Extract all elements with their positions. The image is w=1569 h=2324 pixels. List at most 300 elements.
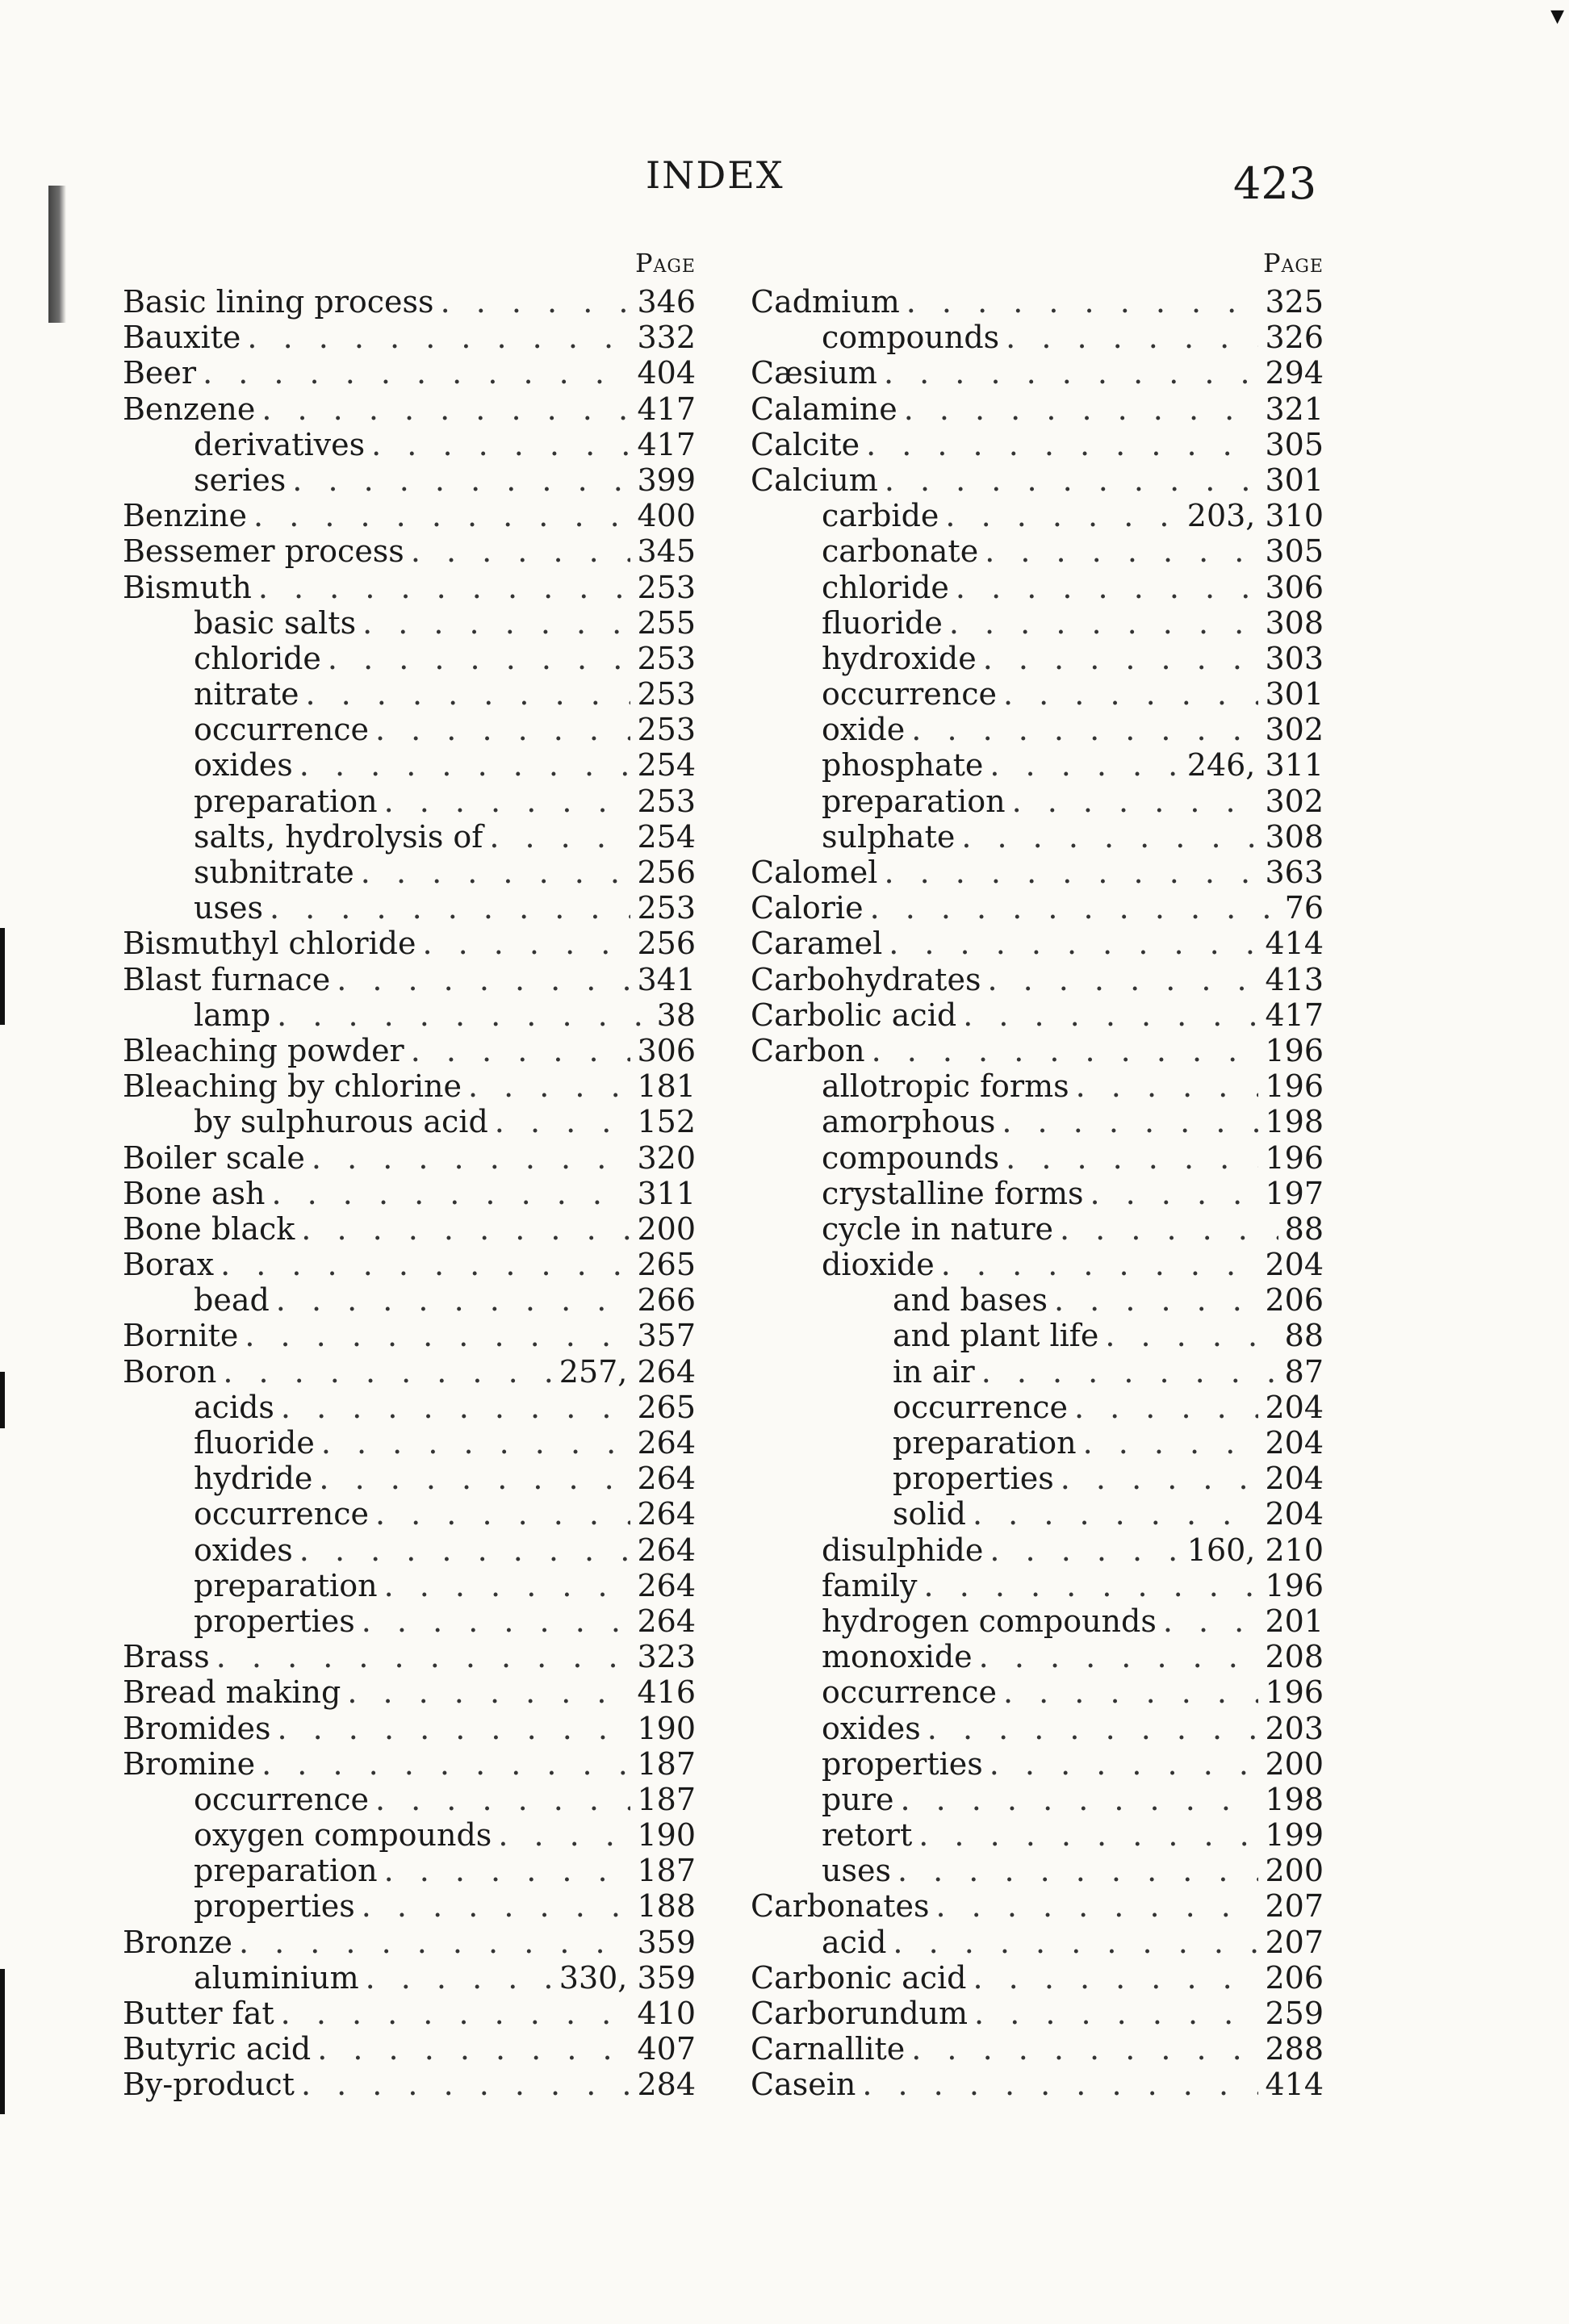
dot-leader bbox=[321, 1425, 631, 1461]
index-entry bbox=[123, 1711, 696, 1746]
index-term: crystalline forms bbox=[822, 1175, 1084, 1211]
index-entries-left bbox=[123, 284, 696, 2103]
index-page-ref: 253 bbox=[637, 712, 696, 748]
index-entry bbox=[123, 284, 696, 320]
dot-leader bbox=[495, 1104, 631, 1139]
index-term: oxygen compounds bbox=[194, 1817, 492, 1854]
index-entry bbox=[751, 1318, 1324, 1353]
index-page-ref: 200 bbox=[1265, 1853, 1324, 1889]
index-page-ref: 196 bbox=[1265, 1139, 1324, 1176]
index-page-ref: 254 bbox=[637, 747, 696, 784]
index-entry bbox=[751, 1282, 1324, 1318]
index-page-ref: 325 bbox=[1265, 284, 1324, 320]
index-term: Carbohydrates bbox=[751, 961, 981, 997]
index-page-ref: 321 bbox=[1265, 391, 1324, 427]
index-term: compounds bbox=[822, 320, 1000, 356]
index-page-ref: 200 bbox=[1265, 1745, 1324, 1782]
page-column-label: Page bbox=[1262, 248, 1324, 278]
index-term: fluoride bbox=[822, 604, 943, 641]
corner-arrow-icon: ▼ bbox=[1550, 6, 1564, 27]
dot-leader bbox=[299, 1532, 631, 1568]
index-entry bbox=[123, 926, 696, 961]
index-entry bbox=[123, 462, 696, 498]
index-page-ref: 87 bbox=[1284, 1353, 1324, 1390]
dot-leader bbox=[262, 391, 630, 427]
index-term: Calorie bbox=[751, 890, 864, 926]
index-term: amorphous bbox=[822, 1104, 996, 1140]
index-page-ref: 204 bbox=[1265, 1247, 1324, 1283]
index-entry bbox=[751, 1782, 1324, 1817]
dot-leader bbox=[498, 1817, 630, 1853]
index-entry bbox=[123, 1853, 696, 1888]
index-page-ref: 266 bbox=[637, 1282, 696, 1319]
index-term: Bornite bbox=[123, 1318, 239, 1354]
dot-leader bbox=[911, 2031, 1258, 2067]
index-page-ref: 204 bbox=[1265, 1461, 1324, 1497]
index-term: Bessemer process bbox=[123, 533, 404, 570]
index-term: uses bbox=[822, 1853, 891, 1889]
dot-leader bbox=[979, 1639, 1259, 1674]
index-page-ref: 357 bbox=[637, 1318, 696, 1354]
index-term: oxides bbox=[822, 1710, 921, 1746]
dot-leader bbox=[945, 498, 1180, 533]
dot-leader bbox=[347, 1674, 630, 1710]
dot-leader bbox=[375, 1782, 630, 1817]
index-page-ref: 308 bbox=[1265, 818, 1324, 855]
page-header bbox=[0, 153, 1569, 210]
page-edge-line bbox=[0, 928, 5, 1025]
index-term: oxides bbox=[194, 1532, 293, 1568]
index-term: Bismuth bbox=[123, 569, 252, 605]
index-term: Carborundum bbox=[751, 1996, 969, 2031]
index-term: Bread making bbox=[123, 1674, 341, 1711]
index-term: occurrence bbox=[194, 1781, 369, 1817]
index-term: basic salts bbox=[194, 604, 357, 641]
index-page-ref: 326 bbox=[1265, 320, 1324, 356]
index-entry bbox=[751, 962, 1324, 997]
index-term: Bone black bbox=[123, 1210, 295, 1247]
index-entry bbox=[123, 2067, 696, 2102]
index-entry bbox=[123, 1960, 696, 1996]
index-term: solid bbox=[893, 1496, 967, 1532]
index-column-right bbox=[751, 242, 1324, 2103]
dot-leader bbox=[1002, 1104, 1258, 1139]
index-entry bbox=[751, 1140, 1324, 1176]
dot-leader bbox=[973, 1496, 1258, 1532]
index-page-ref: 187 bbox=[637, 1853, 696, 1889]
index-entry bbox=[751, 855, 1324, 890]
page-column-label: Page bbox=[634, 248, 696, 278]
dot-leader bbox=[375, 1496, 630, 1532]
index-page-ref: 288 bbox=[1265, 2031, 1324, 2067]
dot-leader bbox=[375, 712, 630, 747]
index-entry bbox=[751, 320, 1324, 355]
index-entry bbox=[751, 676, 1324, 712]
index-term: occurrence bbox=[194, 712, 369, 748]
dot-leader bbox=[292, 462, 630, 498]
index-entry bbox=[751, 1996, 1324, 2031]
index-term: dioxide bbox=[822, 1247, 935, 1283]
index-term: Carnallite bbox=[751, 2031, 906, 2067]
dot-leader bbox=[983, 641, 1259, 676]
index-term: allotropic forms bbox=[822, 1068, 1069, 1105]
index-page-ref: 196 bbox=[1265, 1032, 1324, 1068]
index-page-ref: 255 bbox=[637, 604, 696, 641]
index-term: derivatives bbox=[194, 426, 366, 462]
index-entry bbox=[123, 605, 696, 641]
dot-leader bbox=[884, 355, 1259, 391]
dot-leader bbox=[317, 2031, 630, 2067]
index-page-ref: 254 bbox=[637, 818, 696, 855]
index-entry bbox=[123, 1104, 696, 1139]
dot-leader bbox=[1061, 1461, 1259, 1496]
index-term: occurrence bbox=[822, 676, 997, 713]
index-page-ref: 265 bbox=[637, 1389, 696, 1425]
dot-leader bbox=[911, 712, 1258, 747]
dot-leader bbox=[889, 926, 1258, 961]
dot-leader bbox=[362, 1888, 631, 1924]
dot-leader bbox=[384, 1853, 631, 1888]
index-page-ref: 253 bbox=[637, 640, 696, 676]
index-page-ref: 320 bbox=[637, 1139, 696, 1176]
index-term: Cæsium bbox=[751, 355, 877, 391]
dot-leader bbox=[893, 1925, 1258, 1960]
index-term: Cadmium bbox=[751, 284, 900, 320]
index-term: and bases bbox=[893, 1282, 1048, 1319]
index-entry bbox=[751, 533, 1324, 569]
index-page-ref: 306 bbox=[1265, 569, 1324, 605]
index-term: By-product bbox=[123, 2067, 295, 2103]
dot-leader bbox=[277, 1711, 630, 1746]
index-page-ref: 253 bbox=[637, 569, 696, 605]
index-entry bbox=[751, 284, 1324, 320]
index-entry bbox=[751, 1033, 1324, 1068]
index-page-ref: 204 bbox=[1265, 1425, 1324, 1461]
page-number: 423 bbox=[1233, 158, 1317, 209]
dot-leader bbox=[884, 855, 1258, 890]
dot-leader bbox=[411, 533, 631, 569]
index-page-ref: 264 bbox=[637, 1496, 696, 1532]
index-entry bbox=[751, 1568, 1324, 1603]
index-term: preparation bbox=[822, 783, 1006, 819]
index-term: Carbolic acid bbox=[751, 997, 957, 1033]
dot-leader bbox=[384, 1568, 631, 1603]
index-term: properties bbox=[194, 1603, 355, 1639]
index-entries-right bbox=[751, 284, 1324, 2103]
dot-leader bbox=[312, 1140, 631, 1176]
index-entry bbox=[123, 855, 696, 890]
index-term: occurrence bbox=[893, 1389, 1068, 1425]
dot-leader bbox=[270, 890, 631, 926]
index-entry bbox=[751, 391, 1324, 427]
index-entry bbox=[751, 1211, 1324, 1247]
index-entry bbox=[751, 498, 1324, 533]
dot-leader bbox=[422, 926, 630, 961]
dot-leader bbox=[1003, 1674, 1258, 1710]
index-entry bbox=[123, 1568, 696, 1603]
index-page-ref: 206 bbox=[1265, 1959, 1324, 1996]
index-page-ref: 400 bbox=[637, 498, 696, 534]
page-edge-line bbox=[0, 1372, 5, 1428]
index-term: carbonate bbox=[822, 533, 979, 570]
dot-leader bbox=[299, 747, 631, 783]
dot-leader bbox=[1163, 1603, 1259, 1639]
dot-leader bbox=[981, 1354, 1278, 1390]
index-term: nitrate bbox=[194, 676, 299, 713]
index-page-ref: 206 bbox=[1265, 1282, 1324, 1319]
index-term: Borax bbox=[123, 1247, 215, 1283]
dot-leader bbox=[281, 1996, 631, 2031]
index-term: Calcite bbox=[751, 426, 860, 462]
index-page-ref: 323 bbox=[637, 1639, 696, 1675]
index-term: hydroxide bbox=[822, 640, 977, 676]
index-term: Brass bbox=[123, 1639, 210, 1675]
index-term: Butyric acid bbox=[123, 2031, 312, 2067]
index-page-ref: 305 bbox=[1265, 426, 1324, 462]
index-entry bbox=[751, 1888, 1324, 1924]
index-page-ref: 257, 264 bbox=[559, 1353, 696, 1390]
dot-leader bbox=[985, 533, 1258, 569]
dot-leader bbox=[281, 1390, 631, 1425]
index-entry bbox=[123, 1176, 696, 1211]
index-entry bbox=[123, 570, 696, 605]
index-entry bbox=[751, 1354, 1324, 1390]
dot-leader bbox=[1006, 1140, 1258, 1176]
index-entry bbox=[751, 1746, 1324, 1782]
dot-leader bbox=[220, 1247, 630, 1282]
index-column-left bbox=[123, 242, 696, 2103]
index-term: fluoride bbox=[194, 1425, 315, 1461]
index-entry bbox=[123, 819, 696, 855]
index-page-ref: 264 bbox=[637, 1603, 696, 1639]
dot-leader bbox=[271, 1176, 630, 1211]
dot-leader bbox=[974, 1996, 1258, 2031]
index-page-ref: 253 bbox=[637, 783, 696, 819]
index-page-ref: 203 bbox=[1265, 1710, 1324, 1746]
dot-leader bbox=[366, 1960, 553, 1996]
index-term: Bleaching by chlorine bbox=[123, 1068, 462, 1105]
index-page-ref: 302 bbox=[1265, 712, 1324, 748]
index-term: Blast furnace bbox=[123, 961, 331, 997]
index-term: uses bbox=[194, 890, 263, 926]
index-entry bbox=[751, 926, 1324, 961]
dot-leader bbox=[897, 1853, 1259, 1888]
index-entry bbox=[123, 355, 696, 391]
index-entry bbox=[123, 1925, 696, 1960]
index-term: Bromides bbox=[123, 1710, 271, 1746]
index-entry bbox=[123, 1390, 696, 1425]
index-page-ref: 305 bbox=[1265, 533, 1324, 570]
index-entry bbox=[751, 1639, 1324, 1674]
dot-leader bbox=[987, 962, 1258, 997]
index-entry bbox=[751, 605, 1324, 641]
index-term: subnitrate bbox=[194, 855, 354, 890]
index-entry bbox=[123, 890, 696, 926]
index-entry bbox=[751, 1068, 1324, 1104]
dot-leader bbox=[866, 427, 1258, 462]
dot-leader bbox=[223, 1354, 552, 1390]
index-page-ref: 88 bbox=[1284, 1318, 1324, 1354]
index-entry bbox=[123, 1674, 696, 1710]
index-page-ref: 264 bbox=[637, 1532, 696, 1568]
index-entry bbox=[123, 997, 696, 1033]
index-page-ref: 417 bbox=[1265, 997, 1324, 1033]
index-entry bbox=[751, 1425, 1324, 1461]
index-entry bbox=[123, 1282, 696, 1318]
index-entry bbox=[123, 2031, 696, 2067]
dot-leader bbox=[1006, 320, 1258, 355]
index-entry bbox=[123, 747, 696, 783]
dot-leader bbox=[1090, 1176, 1258, 1211]
index-entry bbox=[123, 641, 696, 676]
index-entry bbox=[751, 712, 1324, 747]
index-term: monoxide bbox=[822, 1639, 973, 1675]
index-entry bbox=[751, 997, 1324, 1033]
dot-leader bbox=[961, 819, 1258, 855]
index-entry bbox=[751, 1390, 1324, 1425]
index-term: chloride bbox=[822, 569, 949, 605]
index-page-ref: 363 bbox=[1265, 855, 1324, 890]
dot-leader bbox=[247, 320, 630, 355]
dot-leader bbox=[956, 570, 1259, 605]
dot-leader bbox=[963, 997, 1258, 1033]
index-term: Caramel bbox=[751, 926, 883, 962]
index-entry bbox=[123, 1318, 696, 1353]
index-page-ref: 264 bbox=[637, 1461, 696, 1497]
index-entry bbox=[123, 1033, 696, 1068]
index-page-ref: 308 bbox=[1265, 604, 1324, 641]
index-page-ref: 265 bbox=[637, 1247, 696, 1283]
index-term: Bismuthyl chloride bbox=[123, 926, 416, 962]
index-term: occurrence bbox=[194, 1496, 369, 1532]
index-page-ref: 302 bbox=[1265, 783, 1324, 819]
dot-leader bbox=[990, 1746, 1259, 1782]
index-page-ref: 417 bbox=[637, 391, 696, 427]
dot-leader bbox=[1054, 1282, 1258, 1318]
index-term: Butter fat bbox=[123, 1996, 274, 2031]
index-entry bbox=[123, 320, 696, 355]
index-term: properties bbox=[893, 1461, 1054, 1497]
index-page-ref: 208 bbox=[1265, 1639, 1324, 1675]
index-page-ref: 359 bbox=[637, 1924, 696, 1960]
index-entry bbox=[123, 1461, 696, 1496]
index-entry bbox=[123, 533, 696, 569]
index-page-ref: 199 bbox=[1265, 1817, 1324, 1854]
dot-leader bbox=[1074, 1390, 1258, 1425]
dot-leader bbox=[949, 605, 1259, 641]
index-entry bbox=[751, 462, 1324, 498]
index-entry bbox=[751, 1496, 1324, 1532]
dot-leader bbox=[906, 284, 1259, 320]
dot-leader bbox=[411, 1033, 631, 1068]
dot-leader bbox=[216, 1639, 631, 1674]
index-entry bbox=[751, 1176, 1324, 1211]
index-term: Bromine bbox=[123, 1745, 256, 1782]
index-term: retort bbox=[822, 1817, 913, 1854]
index-entry bbox=[123, 1211, 696, 1247]
index-entry bbox=[751, 1461, 1324, 1496]
index-page-ref: 253 bbox=[637, 676, 696, 713]
index-page-ref: 38 bbox=[656, 997, 696, 1033]
index-page-ref: 264 bbox=[637, 1567, 696, 1603]
index-entry bbox=[751, 1711, 1324, 1746]
index-term: oxides bbox=[194, 747, 293, 784]
index-entry bbox=[751, 1674, 1324, 1710]
index-term: aluminium bbox=[194, 1959, 359, 1996]
index-entry bbox=[123, 1746, 696, 1782]
index-term: Basic lining process bbox=[123, 284, 434, 320]
index-page-ref: 284 bbox=[637, 2067, 696, 2103]
index-page-ref: 404 bbox=[637, 355, 696, 391]
index-term: Carbonates bbox=[751, 1888, 930, 1925]
dot-leader bbox=[885, 462, 1259, 498]
index-page-ref: 200 bbox=[637, 1210, 696, 1247]
index-entry bbox=[123, 1639, 696, 1674]
index-page-ref: 414 bbox=[1265, 926, 1324, 962]
index-page-ref: 259 bbox=[1265, 1996, 1324, 2031]
index-entry bbox=[751, 1960, 1324, 1996]
dot-leader bbox=[277, 997, 650, 1033]
index-page-ref: 181 bbox=[637, 1068, 696, 1105]
dot-leader bbox=[1060, 1211, 1278, 1247]
index-page-ref: 198 bbox=[1265, 1104, 1324, 1140]
index-page-ref: 303 bbox=[1265, 640, 1324, 676]
dot-leader bbox=[990, 747, 1180, 783]
index-term: phosphate bbox=[822, 747, 984, 784]
dot-leader bbox=[258, 570, 631, 605]
index-page-ref: 306 bbox=[637, 1032, 696, 1068]
dot-leader bbox=[301, 2067, 631, 2102]
index-page-ref: 246, 311 bbox=[1186, 747, 1324, 784]
index-page-ref: 407 bbox=[637, 2031, 696, 2067]
index-page-ref: 196 bbox=[1265, 1068, 1324, 1105]
index-term: sulphate bbox=[822, 818, 956, 855]
index-page-ref: 190 bbox=[637, 1710, 696, 1746]
dot-leader bbox=[276, 1282, 631, 1318]
dot-leader bbox=[918, 1817, 1258, 1853]
dot-leader bbox=[872, 1033, 1259, 1068]
dot-leader bbox=[253, 498, 630, 533]
index-page-ref: 198 bbox=[1265, 1781, 1324, 1817]
index-entry bbox=[123, 1354, 696, 1390]
index-entry bbox=[751, 2067, 1324, 2102]
index-term: Calcium bbox=[751, 462, 878, 498]
index-term: Bronze bbox=[123, 1924, 232, 1960]
dot-leader bbox=[870, 890, 1278, 926]
dot-leader bbox=[904, 391, 1259, 427]
index-page-ref: 88 bbox=[1284, 1210, 1324, 1247]
index-term: Beer bbox=[123, 355, 197, 391]
index-page-ref: 410 bbox=[637, 1996, 696, 2031]
index-term: Bone ash bbox=[123, 1175, 266, 1211]
index-entry bbox=[123, 1782, 696, 1817]
index-page-ref: 204 bbox=[1265, 1389, 1324, 1425]
index-entry bbox=[123, 498, 696, 533]
index-page-ref: 416 bbox=[637, 1674, 696, 1711]
index-term: in air bbox=[893, 1353, 975, 1390]
index-entry bbox=[123, 1888, 696, 1924]
index-page-ref: 256 bbox=[637, 855, 696, 890]
index-entry bbox=[751, 1247, 1324, 1282]
dot-leader bbox=[362, 605, 630, 641]
index-entry bbox=[751, 819, 1324, 855]
dot-leader bbox=[1012, 784, 1259, 819]
index-term: Bleaching powder bbox=[123, 1032, 404, 1068]
dot-leader bbox=[262, 1746, 630, 1782]
index-entry bbox=[123, 1496, 696, 1532]
dot-leader bbox=[1083, 1425, 1259, 1461]
dot-leader bbox=[301, 1211, 630, 1247]
